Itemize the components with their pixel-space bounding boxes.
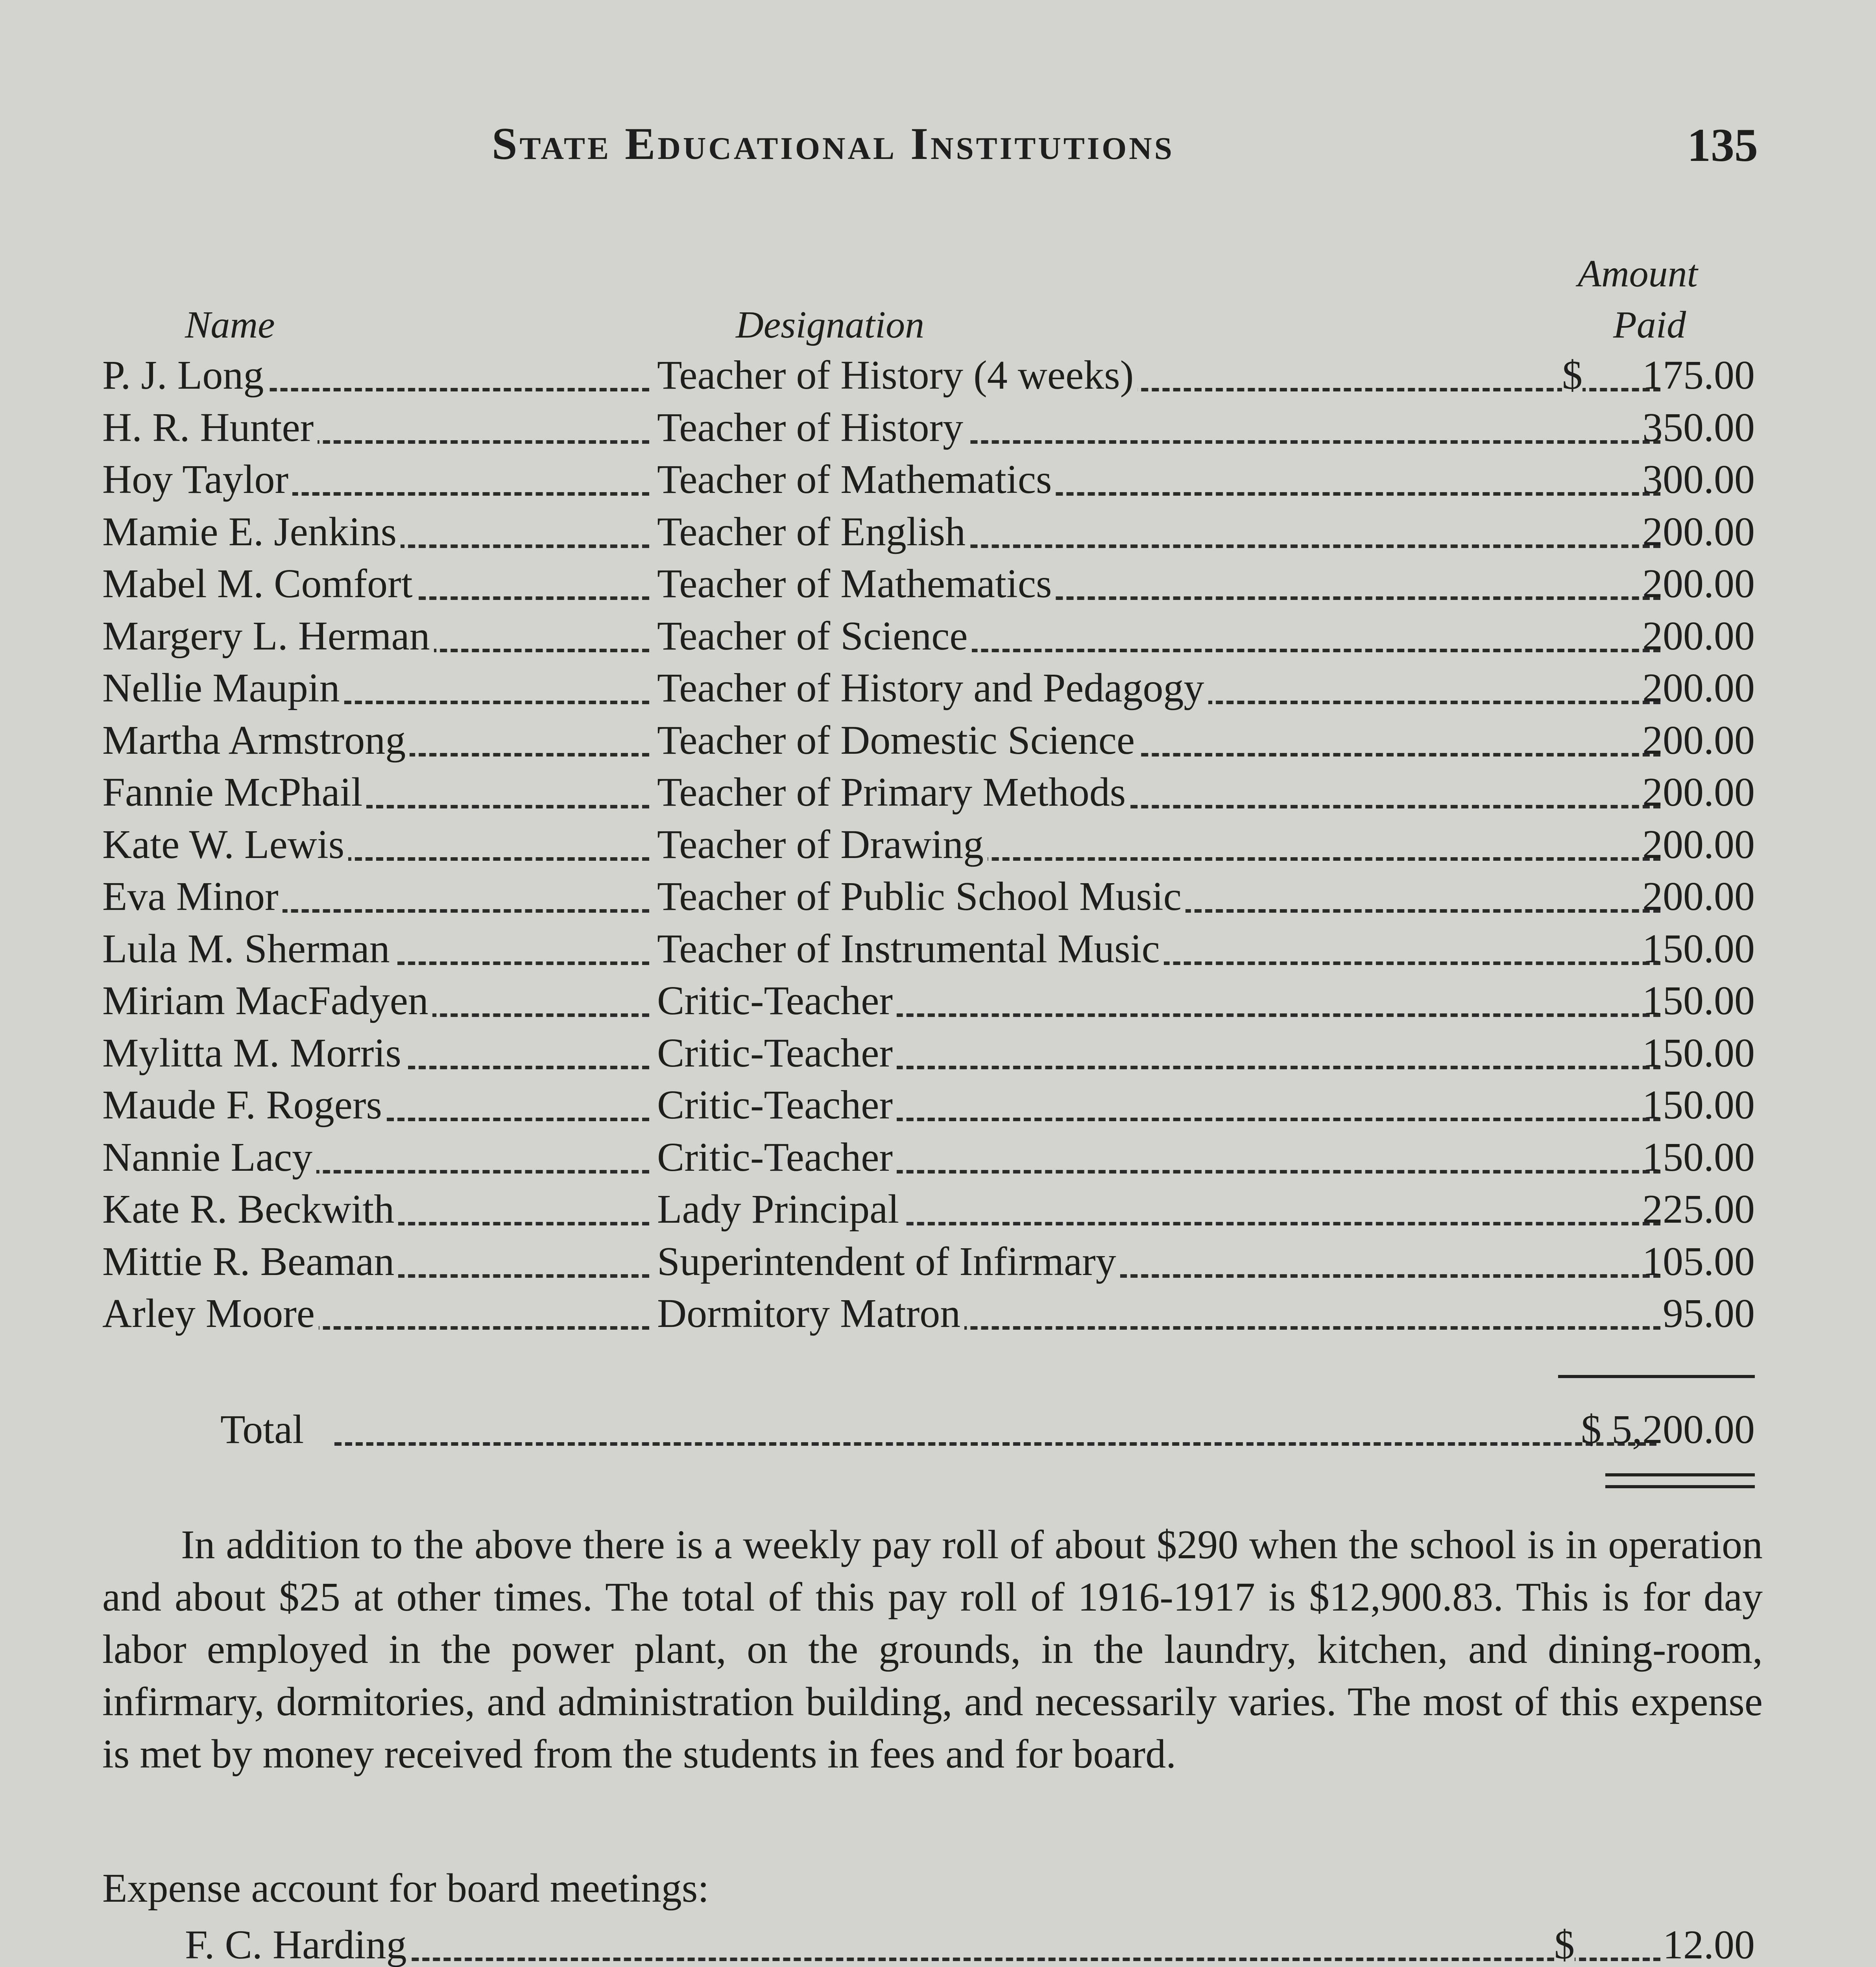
staff-row (102, 559, 1755, 609)
staff-row (102, 1184, 1755, 1234)
staff-name: Martha Armstrong (102, 715, 410, 766)
staff-amount: 150.00 (1642, 926, 1755, 971)
staff-row (102, 663, 1755, 713)
staff-name: Mamie E. Jenkins (102, 507, 401, 557)
staff-row (102, 871, 1755, 922)
staff-amount: 150.00 (1642, 978, 1755, 1023)
staff-row (102, 507, 1755, 557)
designation-column-header: Designation (736, 304, 925, 346)
staff-amount: 150.00 (1642, 1030, 1755, 1076)
amount-column-header: Amount (1578, 253, 1698, 295)
staff-row (102, 1028, 1755, 1078)
staff-amount: 150.00 (1642, 1134, 1755, 1180)
staff-name: H. R. Hunter (102, 402, 318, 453)
staff-total-row (102, 1404, 1755, 1455)
staff-name: Arley Moore (102, 1288, 319, 1339)
staff-row (102, 402, 1755, 453)
staff-row (102, 1080, 1755, 1130)
staff-row (102, 767, 1755, 817)
staff-designation: Teacher of Domestic Science (657, 715, 1139, 766)
staff-row (102, 1288, 1755, 1339)
staff-name: Nannie Lacy (102, 1132, 316, 1183)
staff-amount: 200.00 (1642, 613, 1755, 659)
staff-amount: 200.00 (1642, 509, 1755, 554)
leader-dots (334, 1442, 1656, 1446)
staff-designation: Teacher of Public School Music (657, 871, 1185, 922)
total-rule (1558, 1375, 1755, 1378)
paid-column-header: Paid (1613, 304, 1686, 346)
staff-amount: 225.00 (1642, 1186, 1755, 1232)
staff-designation: Teacher of History (657, 402, 967, 453)
staff-amount: 200.00 (1642, 665, 1755, 710)
staff-name: Maude F. Rogers (102, 1080, 386, 1130)
staff-designation: Teacher of Mathematics (657, 559, 1056, 609)
staff-designation: Teacher of Instrumental Music (657, 924, 1164, 974)
staff-row (102, 924, 1755, 974)
staff-designation: Critic-Teacher (657, 1028, 897, 1078)
staff-row (102, 350, 1755, 400)
staff-row (102, 454, 1755, 505)
page-number: 135 (1687, 119, 1758, 171)
staff-name: Mabel M. Comfort (102, 559, 417, 609)
staff-name: Eva Minor (102, 871, 283, 922)
staff-designation: Superintendent of Infirmary (657, 1236, 1120, 1287)
staff-name: Margery L. Herman (102, 611, 434, 661)
staff-name: Kate R. Beckwith (102, 1184, 398, 1234)
board-member-name: F. C. Harding (185, 1920, 411, 1967)
running-head: State Educational Institutions (492, 119, 1174, 169)
staff-amount: 200.00 (1642, 717, 1755, 763)
staff-amount: 150.00 (1642, 1082, 1755, 1127)
board-row (102, 1920, 1755, 1967)
name-column-header: Name (185, 304, 275, 346)
staff-row (102, 611, 1755, 661)
currency-sign: $ (1562, 350, 1582, 400)
staff-name: Fannie McPhail (102, 767, 366, 817)
staff-row (102, 715, 1755, 766)
staff-designation: Critic-Teacher (657, 976, 897, 1026)
staff-name: P. J. Long (102, 350, 268, 400)
staff-name: Lula M. Sherman (102, 924, 394, 974)
staff-name: Mylitta M. Morris (102, 1028, 405, 1078)
staff-name: Kate W. Lewis (102, 819, 348, 870)
staff-designation: Critic-Teacher (657, 1080, 897, 1130)
staff-name: Miriam MacFadyen (102, 976, 432, 1026)
staff-amount: 350.00 (1642, 404, 1755, 450)
paragraph-text: In addition to the above there is a weekly pay roll of about $290 when the school is in operation and about $25 at other times. The total of this pay roll of 1916-1917 is $12,900.83. This is for day labor employed in the power plant, on the grounds, in the laundry, kitchen, and dining-room, infirmary, dormitories, and administration building, and necessarily varies. The most of this expense is met by money received from the students in fees and for board. (102, 1522, 1763, 1777)
staff-amount: 200.00 (1642, 821, 1755, 867)
staff-amount: 105.00 (1642, 1238, 1755, 1284)
staff-designation: Dormitory Matron (657, 1288, 964, 1339)
staff-designation: Teacher of Mathematics (657, 454, 1056, 505)
labor-paragraph (102, 1519, 1763, 1780)
staff-designation: Lady Principal (657, 1184, 903, 1234)
staff-amount: 300.00 (1642, 457, 1755, 502)
staff-designation: Teacher of History and Pedagogy (657, 663, 1208, 713)
staff-designation: Teacher of Drawing (657, 819, 988, 870)
staff-name: Nellie Maupin (102, 663, 344, 713)
staff-amount: 200.00 (1642, 769, 1755, 815)
staff-amount: 200.00 (1642, 561, 1755, 606)
total-label: Total (220, 1407, 304, 1452)
board-amount: 12.00 (1663, 1922, 1755, 1967)
total-amount: $ 5,200.00 (1581, 1407, 1755, 1452)
staff-name: Hoy Taylor (102, 454, 292, 505)
board-heading: Expense account for board meetings: (102, 1866, 709, 1911)
double-rule-top (1605, 1473, 1755, 1476)
staff-designation: Teacher of Science (657, 611, 972, 661)
staff-designation: Teacher of Primary Methods (657, 767, 1130, 817)
staff-row (102, 1132, 1755, 1183)
staff-amount: 95.00 (1663, 1291, 1755, 1336)
staff-row (102, 819, 1755, 870)
staff-amount: 200.00 (1642, 874, 1755, 919)
staff-designation: Teacher of History (4 weeks) (657, 350, 1137, 400)
staff-row (102, 976, 1755, 1026)
double-rule-bottom (1605, 1485, 1755, 1488)
staff-designation: Critic-Teacher (657, 1132, 897, 1183)
staff-name: Mittie R. Beaman (102, 1236, 398, 1287)
staff-row (102, 1236, 1755, 1287)
currency-sign: $ (1554, 1920, 1575, 1967)
staff-designation: Teacher of English (657, 507, 969, 557)
staff-amount: 175.00 (1642, 352, 1755, 398)
